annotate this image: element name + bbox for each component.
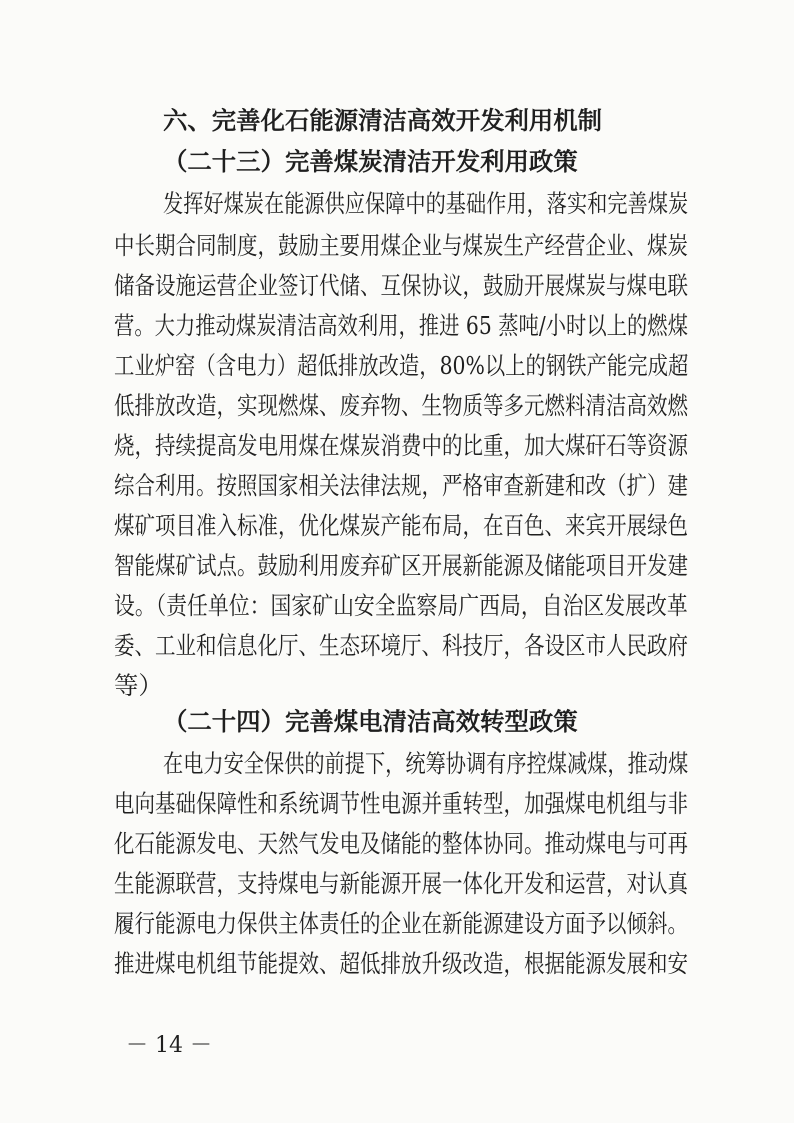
- paragraph-line: 煤矿项目准入标准，优化煤炭产能布局，在百色、来宾开展绿色: [114, 511, 688, 540]
- paragraph-line: 工业炉窑（含电力）超低排放改造，80%以上的钢铁产能完成超: [114, 351, 689, 380]
- paragraph-line: 营。大力推动煤炭清洁高效利用，推进 65 蒸吨/小时以上的燃煤: [114, 311, 688, 340]
- subsection-heading-24: （二十四）完善煤电清洁高效转型政策: [163, 707, 578, 736]
- paragraph-line: 烧，持续提高发电用煤在煤炭消费中的比重，加大煤矸石等资源: [114, 431, 688, 460]
- paragraph-line: 智能煤矿试点。鼓励利用废弃矿区开展新能源及储能项目开发建: [114, 551, 688, 580]
- subsection-heading-23: （二十三）完善煤炭清洁开发利用政策: [163, 147, 578, 176]
- paragraph-line: 履行能源电力保供主体责任的企业在新能源建设方面予以倾斜。: [114, 909, 688, 938]
- paragraph-line: 设。（责任单位：国家矿山安全监察局广西局，自治区发展改革: [114, 591, 688, 620]
- paragraph-line: 委、工业和信息化厅、生态环境厅、科技厅，各设区市人民政府: [114, 631, 688, 660]
- paragraph-line: 中长期合同制度，鼓励主要用煤企业与煤炭生产经营企业、煤炭: [114, 231, 688, 260]
- paragraph-line: 综合利用。按照国家相关法律法规，严格审查新建和改（扩）建: [114, 471, 688, 500]
- paragraph-line: 低排放改造，实现燃煤、废弃物、生物质等多元燃料清洁高效燃: [114, 391, 688, 420]
- paragraph-line: 发挥好煤炭在能源供应保障中的基础作用，落实和完善煤炭: [163, 189, 689, 218]
- page-number: － 14 －: [126, 1033, 212, 1058]
- paragraph-line: 推进煤电机组节能提效、超低排放升级改造，根据能源发展和安: [114, 949, 688, 978]
- section-heading: 六、完善化石能源清洁高效开发利用机制: [163, 106, 603, 135]
- paragraph-line: 在电力安全保供的前提下，统筹协调有序控煤减煤，推动煤: [163, 749, 689, 778]
- paragraph-line: 储备设施运营企业签订代储、互保协议，鼓励开展煤炭与煤电联: [114, 271, 688, 300]
- paragraph-line: 等）: [114, 671, 163, 700]
- paragraph-line: 化石能源发电、天然气发电及储能的整体协同。推动煤电与可再: [114, 829, 688, 858]
- paragraph-line: 生能源联营，支持煤电与新能源开展一体化开发和运营，对认真: [114, 869, 688, 898]
- paragraph-line: 电向基础保障性和系统调节性电源并重转型，加强煤电机组与非: [114, 789, 688, 818]
